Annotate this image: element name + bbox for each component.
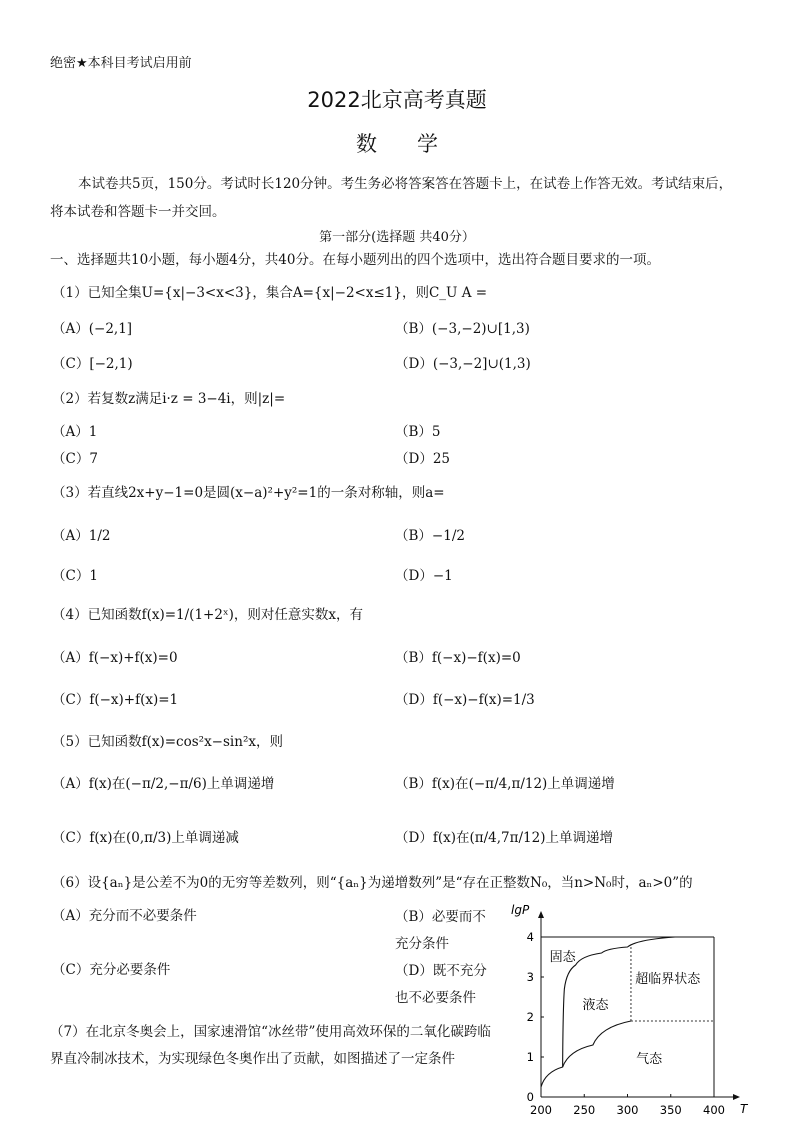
x-tick-label: 250 [573,1103,596,1117]
y-tick-label: 4 [526,930,534,944]
phase-boundary-curve [563,937,675,1067]
question-1-stem: （1）已知全集U={x|−3<x<3}，集合A={x|−2<x≤1}，则C_U A = [52,285,488,301]
y-tick-label: 2 [526,1010,534,1024]
supercritical-region-label: 超临界状态 [635,972,701,987]
question-7-stem: （7）在北京冬奥会上，国家速滑馆“冰丝带”使用高效环保的二氧化碳跨临界直冷制冰技术，为实现绿色冬奥作出了贡献，如图描述了一定条件 [50,1024,491,1067]
phase-diagram-chart [500,898,760,1123]
y-axis-label: lgP [511,903,530,917]
question-5-option-a: （A）f(x)在(−π/2,−π/6)上单调递增 [52,776,275,792]
question-6-option-c: （C）充分必要条件 [52,962,171,978]
phase-boundary-curve [541,1021,631,1087]
x-tick-label: 400 [703,1103,725,1117]
liquid-region-label: 液态 [582,998,609,1013]
x-tick-label: 350 [659,1103,682,1117]
question-5-option-b: （B）f(x)在(−π/4,π/12)上单调递增 [395,776,615,792]
y-axis-arrow [538,911,544,918]
question-6-stem: （6）设{aₙ}是公差不为0的无穷等差数列，则“{aₙ}为递增数列”是“存在正整数N₀，当n>N₀时，aₙ>0”的 [52,875,693,891]
question-1-option-a: （A）(−2,1] [52,321,133,337]
exam-instructions: 本试卷共5页，150分。考试时长120分钟。考生务必将答案答在答题卡上，在试卷上作答无效。考试结束后，将本试卷和答题卡一并交回。 [50,176,733,220]
question-3-stem: （3）若直线2x+y−1=0是圆(x−a)²+y²=1的一条对称轴，则a= [52,485,445,501]
y-tick-label: 3 [526,970,534,984]
question-2-option-d: （D）25 [395,451,451,467]
question-5-stem: （5）已知函数f(x)=cos²x−sin²x，则 [52,734,283,750]
x-tick-label: 200 [530,1103,552,1117]
question-4-stem: （4）已知函数f(x)=1/(1+2ˣ)，则对任意实数x，有 [52,607,364,623]
question-5-option-c: （C）f(x)在(0,π/3)上单调递减 [52,830,239,846]
question-1-option-b: （B）(−3,−2)∪[1,3) [395,321,530,337]
question-4-option-d: （D）f(−x)−f(x)=1/3 [395,692,535,708]
question-4-option-a: （A）f(−x)+f(x)=0 [52,650,178,666]
question-3-option-c: （C）1 [52,568,98,584]
x-tick-label: 300 [616,1103,639,1117]
question-6-option-d: （D）既不充分也不必要条件 [395,963,487,1006]
question-2-option-c: （C）7 [52,451,98,467]
question-2-option-a: （A）1 [52,424,98,440]
x-axis-arrow [733,1094,740,1100]
x-axis-label: T [740,1102,748,1116]
question-1-option-d: （D）(−3,−2]∪(1,3) [395,356,531,372]
y-tick-label: 0 [526,1090,534,1104]
secret-mark: 绝密★本科目考试启用前 [50,56,192,71]
question-1-option-c: （C）[−2,1) [52,356,133,372]
question-5-option-d: （D）f(x)在(π/4,7π/12)上单调递增 [395,830,613,846]
part-title: 第一部分(选择题 共40分） [319,230,475,245]
question-6-option-b: （B）必要而不充分条件 [395,909,486,952]
question-4-option-b: （B）f(−x)−f(x)=0 [395,650,521,666]
y-tick-label: 1 [526,1050,534,1064]
question-3-option-b: （B）−1/2 [395,528,465,544]
gas-region-label: 气态 [636,1052,663,1067]
question-3-option-a: （A）1/2 [52,528,111,544]
solid-region-label: 固态 [549,950,576,965]
question-3-option-d: （D）−1 [395,568,453,584]
question-2-option-b: （B）5 [395,424,441,440]
question-4-option-c: （C）f(−x)+f(x)=1 [52,692,179,708]
question-2-stem: （2）若复数z满足i·z = 3−4i，则|z|= [52,391,286,407]
exam-title: 2022北京高考真题 [307,88,487,112]
section-title: 一、选择题共10小题，每小题4分，共40分。在每小题列出的四个选项中，选出符合题目要求的一项。 [50,252,660,268]
question-6-option-a: （A）充分而不必要条件 [52,908,197,924]
subject-title: 数学 [356,132,478,156]
